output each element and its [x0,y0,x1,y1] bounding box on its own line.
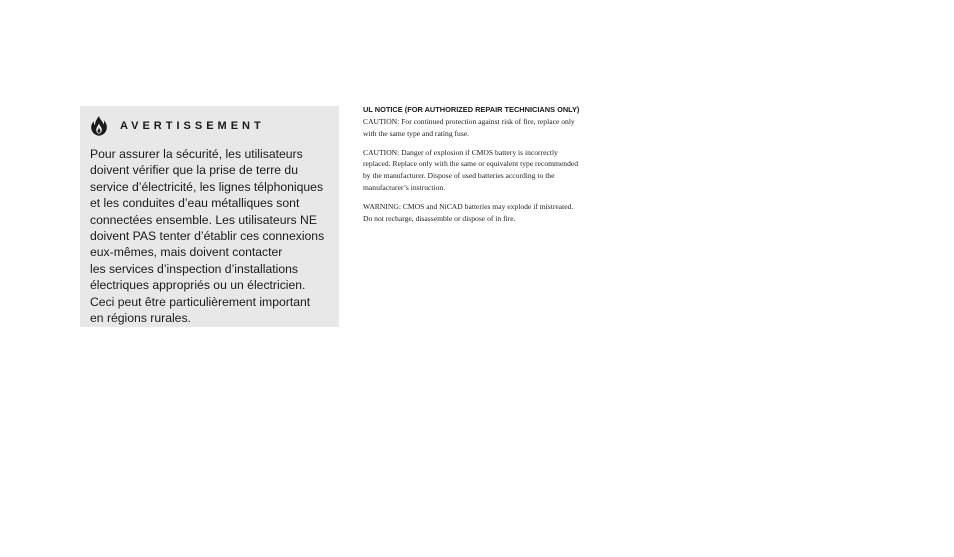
warning-header [90,114,329,138]
ul-notice-title: UL NOTICE (FOR AUTHORIZED REPAIR TECHNICIANS ONLY) [363,105,580,114]
warning-line: les services d’inspection d’installations [90,261,298,276]
ul-notice [363,105,615,231]
fuse-caution [363,116,615,140]
warning-line: et les conduites d’eau métalliques sont [90,196,300,211]
warning-box [80,106,339,327]
warning-line: connectées ensemble. Les utilisateurs NE [90,212,317,227]
warning-text [90,146,329,326]
warning-line: service d’électricité, les lignes télphoniques [90,179,324,194]
warning-line: doivent vérifier que la prise de terre du [90,163,298,178]
notice-line: replaced. Replace only with the same or equivalent type recommended [363,159,579,169]
warning-line: doivent PAS tenter d’établir ces connexions [90,229,325,244]
flame-icon [90,115,108,137]
warning-line: Pour assurer la sécurité, les utilisateurs [90,147,303,161]
notice-line: CAUTION: For continued protection against risk of fire, replace only [363,117,575,126]
battery-warning [363,201,615,225]
warning-line: électriques appropriés ou un électricien. [90,278,306,293]
notice-line: manufacturer’s instruction. [363,182,446,192]
notice-line: CAUTION: Danger of explosion if CMOS battery is incorrectly [363,147,558,157]
warning-title: AVERTISSEMENT [120,120,265,132]
notice-line: Do not recharge, disassemble or dispose of in fire. [363,213,516,223]
warning-line: Ceci peut être particulièrement important [90,294,311,309]
battery-caution [363,147,615,194]
warning-line: eux-mêmes, mais doivent contacter [90,245,283,260]
notice-line: WARNING: CMOS and NiCAD batteries may explode if mistreated. [363,201,574,211]
warning-line: en régions rurales. [90,311,191,326]
notice-line: by the manufacturer. Dispose of used batteries according to the [363,171,555,181]
notice-line: with the same type and rating fuse. [363,128,470,138]
